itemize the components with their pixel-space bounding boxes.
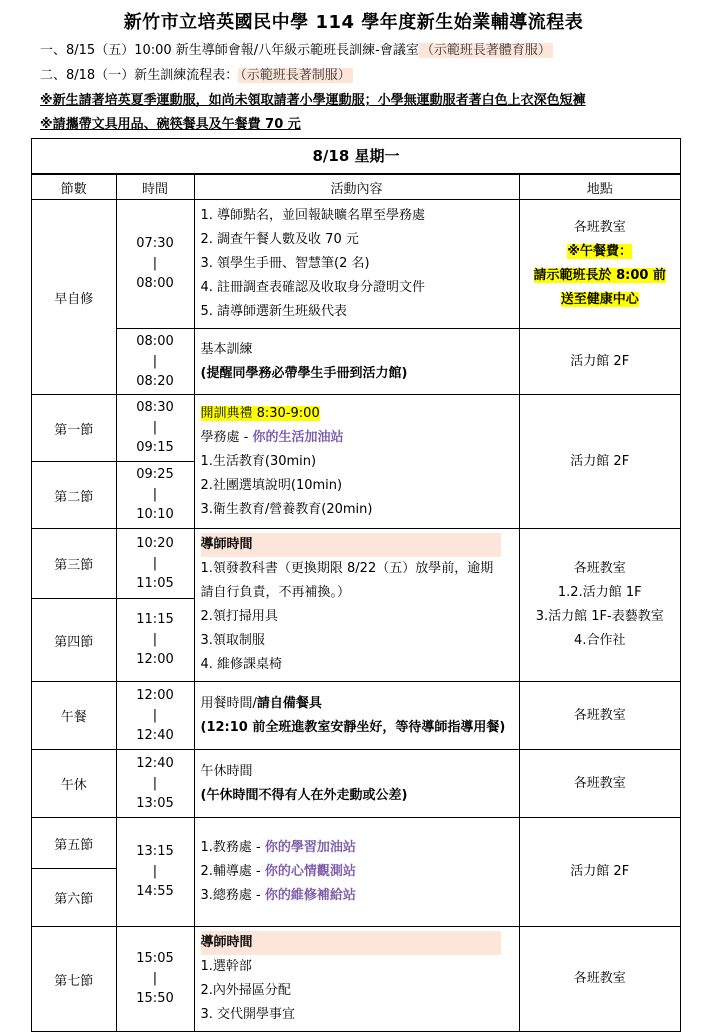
list-item: 2. 調查午餐人數及收 70 元: [200, 232, 359, 247]
location-cell: [519, 200, 680, 329]
homeroom-heading: 導師時間: [201, 931, 501, 955]
homeroom-heading: 導師時間: [201, 533, 501, 557]
location-text: 各班教室: [573, 561, 626, 576]
activity-note: (提醒同學務必帶學生手冊到活力館): [200, 365, 408, 381]
location-cell: 各班教室: [519, 927, 680, 1032]
activity-cell: [194, 818, 519, 927]
activity-cell: [194, 329, 519, 395]
period-cell: 早自修: [32, 200, 116, 395]
time-sep: |: [152, 632, 158, 648]
time-sep: |: [152, 420, 158, 435]
activity-note: (12:10 前全班進教室安靜坐好，等待導師指導用餐): [200, 719, 506, 735]
time-sep: |: [152, 353, 158, 369]
list-item: 3. 交代開學事宜: [200, 1007, 296, 1022]
time-cell: [116, 462, 194, 529]
location-cell: 各班教室: [519, 682, 680, 750]
office-prefix: 2.輔導處 -: [200, 864, 265, 879]
period-cell: 午餐: [32, 682, 116, 750]
time-start: 12:40: [136, 755, 174, 771]
time-start: 08:00: [136, 333, 174, 349]
time-cell: [116, 200, 194, 329]
list-item: [201, 426, 513, 450]
time-cell: [116, 818, 194, 927]
time-cell: [116, 682, 194, 750]
period-cell: 第七節: [32, 927, 116, 1032]
lunch-fee-note: 送至健康中心: [560, 292, 639, 307]
time-end: 12:40: [136, 727, 174, 743]
list-item: [201, 860, 513, 884]
list-item: 5. 請導師選新生班級代表: [200, 304, 348, 319]
table-row: [32, 529, 680, 599]
location-cell: 各班教室: [519, 750, 680, 818]
lunch-fee-note: 請示範班長於 8:00 前: [533, 268, 666, 283]
time-start: 13:15: [136, 844, 174, 859]
time-sep: |: [152, 555, 158, 571]
period-cell: 第五節: [32, 818, 116, 869]
meal-time-label: 用餐時間/: [200, 695, 257, 711]
location-cell: [519, 529, 680, 682]
list-item: 2.社團選填說明(10min): [200, 477, 343, 493]
location-cell: 活力館 2F: [519, 818, 680, 927]
note-line-1: [40, 42, 553, 60]
location-text: 4.合作社: [574, 633, 626, 648]
list-item: 1.領發教科書（更換期限 8/22（五）放學前，逾期: [200, 561, 494, 576]
office-name: 你的生活加油站: [252, 429, 344, 445]
activity-cell: [194, 927, 519, 1032]
office-name: 你的維修補給站: [264, 888, 356, 903]
table-row: [32, 395, 680, 462]
list-item: 1.生活教育(30min): [200, 453, 317, 469]
table-row: [32, 682, 680, 750]
activity-cell: [194, 395, 519, 529]
time-cell: [116, 599, 194, 682]
col-time: 時間: [116, 175, 194, 200]
location-text: 3.活力館 1F-表藝教室: [535, 609, 664, 624]
period-cell: 第三節: [32, 529, 116, 599]
note-1-main: 一、8/15（五）10:00 新生導師會報/八年級示範班長訓練-會議室: [40, 43, 419, 58]
list-item: 1. 導師點名，並回報缺曠名單至學務處: [200, 208, 426, 223]
time-sep: |: [152, 864, 158, 879]
list-item: 3.領取制服: [200, 633, 265, 648]
list-item: 3. 領學生手冊、智慧筆(2 名): [200, 256, 370, 271]
activity-cell: [194, 682, 519, 750]
time-cell: [116, 750, 194, 818]
activity-note: (午休時間不得有人在外走動或公差): [200, 787, 408, 803]
list-item: [201, 884, 513, 908]
list-item: 4. 維修課桌椅: [200, 657, 283, 672]
time-start: 08:30: [136, 400, 174, 415]
note-2-tag: （示範班長著制服）: [240, 68, 351, 83]
schedule-table: [32, 174, 680, 1032]
time-sep: |: [152, 707, 158, 723]
period-cell: 第二節: [32, 462, 116, 529]
activity-cell: [194, 529, 519, 682]
location-cell: 活力館 2F: [519, 395, 680, 529]
list-item: 4. 註冊調查表確認及收取身分證明文件: [200, 280, 426, 295]
period-cell: 午休: [32, 750, 116, 818]
time-start: 10:20: [136, 535, 174, 551]
activity-cell: [194, 200, 519, 329]
time-start: 15:05: [136, 951, 174, 966]
time-cell: [116, 395, 194, 462]
time-end: 15:50: [136, 991, 174, 1006]
table-row: [32, 750, 680, 818]
time-sep: |: [152, 487, 158, 502]
period-cell: 第一節: [32, 395, 116, 462]
office-prefix: 1.教務處 -: [200, 840, 265, 855]
location-text: 各班教室: [573, 220, 626, 235]
time-end: 14:55: [136, 884, 174, 899]
office-prefix: 3.總務處 -: [200, 888, 265, 903]
table-header-row: [32, 175, 680, 200]
note-line-2: [40, 67, 353, 85]
time-cell: [116, 927, 194, 1032]
col-location: 地點: [519, 175, 680, 200]
page-title: 新竹市立培英國民中學 114 學年度新生始業輔導流程表: [123, 12, 584, 33]
list-item: 3.衛生教育/營養教育(20min): [200, 501, 373, 517]
schedule-sheet: [31, 138, 681, 1032]
office-name: 你的學習加油站: [264, 840, 356, 855]
list-item: [201, 836, 513, 860]
time-end: 11:05: [136, 575, 174, 591]
period-cell: 第六節: [32, 869, 116, 927]
time-end: 13:05: [136, 795, 174, 811]
note-line-4: ※請攜帶文具用品、碗筷餐具及午餐費 70 元: [40, 117, 301, 132]
time-sep: |: [152, 775, 158, 791]
office-prefix: 學務處 -: [200, 429, 253, 445]
ceremony-label: 開訓典禮 8:30-9:00: [200, 405, 320, 421]
period-cell: 第四節: [32, 599, 116, 682]
table-row: [32, 200, 680, 329]
note-line-3: ※新生請著培英夏季運動服，如尚未領取請著小學運動服；小學無運動服者著白色上衣深色短褲: [40, 93, 586, 108]
time-start: 09:25: [136, 467, 174, 482]
time-start: 07:30: [136, 236, 174, 251]
location-cell: 活力館 2F: [519, 329, 680, 395]
time-cell: [116, 529, 194, 599]
bring-utensils-label: 請自備餐具: [256, 695, 322, 711]
col-activity: 活動內容: [194, 175, 519, 200]
activity-cell: [194, 750, 519, 818]
table-row: [32, 927, 680, 1032]
time-end: 10:10: [136, 507, 174, 522]
time-end: 12:00: [136, 652, 174, 668]
office-name: 你的心情觀測站: [264, 864, 356, 879]
list-item: 請自行負責，不再補換。）: [200, 585, 351, 600]
list-item: 2.內外掃區分配: [200, 983, 291, 998]
activity-title: 午休時間: [200, 763, 253, 779]
time-cell: [116, 329, 194, 395]
note-2-main: 二、8/18（一）新生訓練流程表：: [40, 68, 239, 83]
table-row: [32, 329, 680, 395]
activity-title: 基本訓練: [200, 341, 253, 357]
list-item: 1.選幹部: [200, 959, 252, 974]
time-sep: |: [152, 971, 158, 986]
note-1-tag: （示範班長著體育服）: [420, 43, 551, 58]
col-period: 節數: [32, 175, 116, 200]
time-end: 08:00: [136, 276, 174, 291]
time-end: 09:15: [136, 440, 174, 455]
time-start: 12:00: [136, 687, 174, 703]
location-text: 1.2.活力館 1F: [557, 585, 642, 600]
activity-title: [201, 692, 513, 716]
time-sep: |: [152, 256, 158, 271]
time-end: 08:20: [136, 373, 174, 389]
list-item: 2.領打掃用具: [200, 609, 278, 624]
lunch-fee-note: ※午餐費：: [567, 244, 633, 259]
table-row: [32, 818, 680, 869]
day-header: 8/18 星期一: [32, 139, 680, 174]
time-start: 11:15: [136, 612, 174, 628]
